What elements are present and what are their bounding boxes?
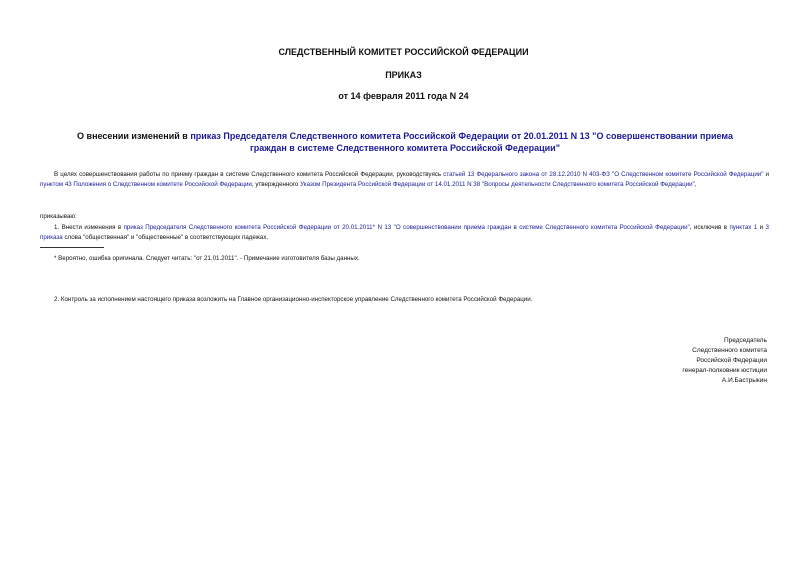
preamble-text-2: и xyxy=(763,171,769,178)
order-word: приказываю: xyxy=(40,213,77,220)
item-1-paragraph xyxy=(40,223,769,242)
signature-line-4: генерал-полковник юстиции xyxy=(682,367,767,374)
regulation-link[interactable]: пунктом 43 Положения о Следственном комитете Российской Федерации xyxy=(40,180,252,188)
signature-line-1: Председатель xyxy=(723,337,767,344)
footnote: * Вероятно, ошибка оригинала. Следует читать: "от 21.01.2011". - Примечание изготовителя базы данных. xyxy=(54,255,360,262)
preamble-text-3: , утвержденного xyxy=(251,180,301,188)
signature-block xyxy=(567,336,767,386)
decree-link[interactable]: Указом Президента Российской Федерации от 14.01.2011 N 38 "Вопросы деятельности Следственного комитета Российской Федерации" xyxy=(300,180,695,188)
title-prefix: О внесении изменений в xyxy=(77,131,191,141)
item1-text-1: 1. Внести изменения в xyxy=(54,224,124,231)
item-2-paragraph: 2. Контроль за исполнением настоящего приказа возложить на Главное организационно-инспекторское управление Следственного комитета Российской Федерации. xyxy=(54,296,533,303)
doc-type-heading: ПРИКАЗ xyxy=(385,70,422,80)
preamble-text-4: , xyxy=(694,180,697,188)
item1-text-3: и xyxy=(757,224,766,231)
clause-1-link[interactable]: пунктах 1 xyxy=(729,224,758,231)
item1-text-5: слова "общественная" и "общественные" в соответствующих падежах. xyxy=(62,233,269,241)
title-order-link[interactable]: приказ Председателя Следственного комитета Российской Федерации от 20.01.2011 N 13 "О совершенствовании приема граждан в системе Следственного комитета Российской Федерации" xyxy=(190,131,733,153)
signature-line-5: А.И.Бастрыкин xyxy=(721,377,767,384)
org-heading: СЛЕДСТВЕННЫЙ КОМИТЕТ РОССИЙСКОЙ ФЕДЕРАЦИИ xyxy=(278,47,529,57)
signature-line-2: Следственного комитета xyxy=(692,347,767,354)
clause-3-link[interactable]: 3 xyxy=(765,224,769,231)
preamble-paragraph xyxy=(40,170,769,189)
item1-text-2: , исключив в xyxy=(689,224,730,231)
federal-law-link[interactable]: статьей 13 Федерального закона от 28.12.2010 N 403-ФЗ "О Следственном комитете Российской Федерации" xyxy=(443,171,764,178)
document-title xyxy=(60,130,750,154)
date-line: от 14 февраля 2011 года N 24 xyxy=(338,91,469,101)
footnote-divider xyxy=(40,247,104,248)
preamble-text-1: В целях совершенствования работы по приему граждан в системе Следственного комитета Российской Федерации, руководствуясь xyxy=(54,171,444,178)
amended-order-link[interactable]: приказ Председателя Следственного комитета Российской Федерации от 20.01.2011* N 13 "О совершенствовании приема граждан в системе Следственного комитета Российской Федерации" xyxy=(123,224,690,231)
signature-line-3: Российской Федерации xyxy=(696,357,767,364)
order-link[interactable]: приказа xyxy=(40,233,63,241)
